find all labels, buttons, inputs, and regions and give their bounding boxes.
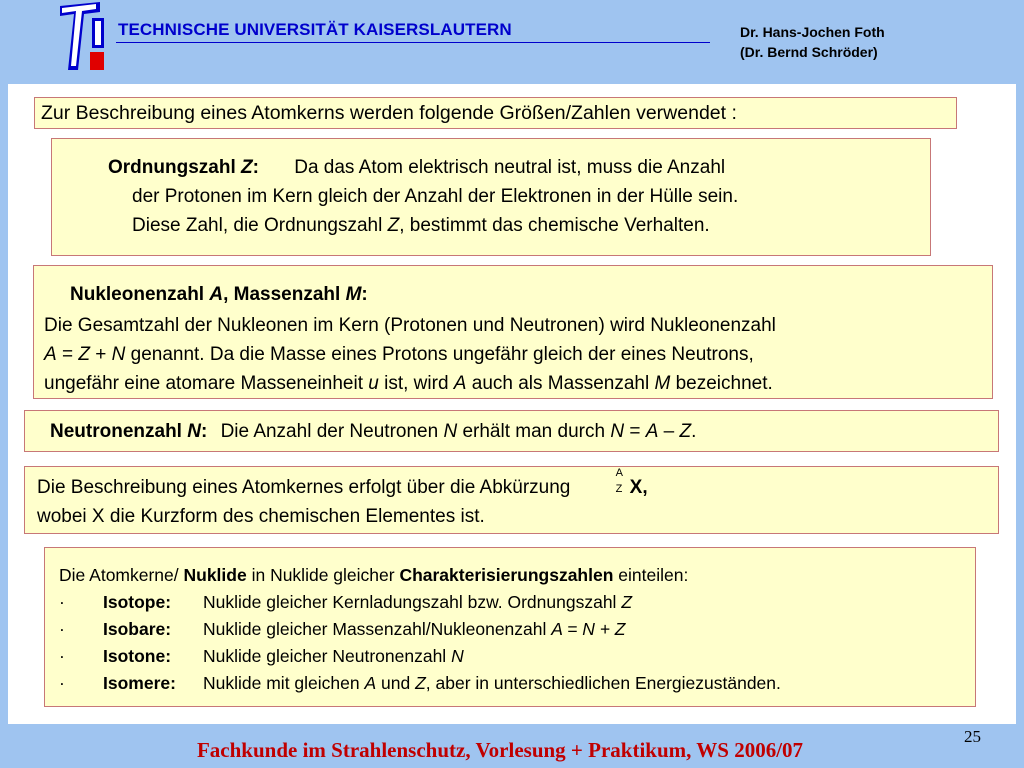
ordnungszahl-symbol: Z [241, 157, 253, 178]
tu-logo-icon [56, 2, 112, 72]
nukleonenzahl-text3b: ist, wird [378, 373, 454, 394]
nuclide-notation [615, 467, 636, 495]
neutronenzahl-colon: : [200, 421, 208, 442]
ordnungszahl-colon: : [252, 157, 259, 178]
co-author-name: (Dr. Bernd Schröder) [740, 44, 878, 60]
eq-plus: + [89, 344, 112, 365]
term-isobare: Isobare: [103, 619, 172, 639]
nuklide-intro-b: Nuklide [183, 565, 247, 585]
ordnungszahl-line1 [108, 153, 725, 182]
definition-isomere-text: Nuklide mit gleichen [203, 673, 365, 693]
nuklide-intro-a: Die Atomkerne/ [59, 565, 184, 585]
nukleonenzahl-symbol-a: A [209, 284, 224, 305]
nukleonenzahl-text2: genannt. Da die Masse eines Protons ungefähr gleich der eines Neutrons, [125, 344, 754, 365]
nuklide-intro-d: Charakterisierungszahlen [399, 565, 614, 585]
symbol-a: A [453, 373, 467, 394]
definition-isomere-symbol-z: Z [415, 673, 426, 693]
eq-equals: = [56, 344, 79, 365]
nuklide-intro [59, 562, 688, 589]
intro-text: Zur Beschreibung eines Atomkerns werden folgende Größen/Zahlen verwendet : [41, 102, 737, 124]
ordnungszahl-text3b: , bestimmt das chemische Verhalten. [399, 215, 710, 236]
nuklide-box [44, 547, 976, 707]
neutronenzahl-line [50, 417, 696, 446]
definition-isomere-symbol-a: A [364, 673, 377, 693]
intro-box [34, 97, 957, 129]
term-isotone: Isotone: [103, 646, 172, 666]
term-isomere: Isomere: [103, 673, 176, 693]
definition-isotone [203, 643, 464, 670]
bullet-icon: · [59, 592, 65, 612]
course-footer: Fachkunde im Strahlenschutz, Vorlesung + Praktikum, WS 2006/07 [196, 738, 804, 762]
symbol-m: M [654, 373, 671, 394]
bullet-icon: · [59, 646, 65, 666]
nukleonenzahl-box [33, 265, 993, 399]
definition-isotope [203, 589, 632, 616]
definition-isobare [203, 616, 626, 643]
nukleonenzahl-symbol-m: M [345, 284, 362, 305]
neutronenzahl-box [24, 410, 999, 452]
definition-isotone-symbol: N [451, 646, 464, 666]
definition-isotone-text: Nuklide gleicher Neutronenzahl [203, 646, 452, 666]
definition-isomere-and: und [376, 673, 416, 693]
eq-z: Z [78, 344, 90, 365]
author-block [740, 22, 885, 62]
neutronenzahl-text-b: erhält man durch [457, 421, 611, 442]
abkuerzung-text2: wobei X die Kurzform des chemischen Elementes ist. [37, 506, 485, 527]
ordnungszahl-text1: Da das Atom elektrisch neutral ist, muss die Anzahl [294, 157, 726, 178]
abkuerzung-text1: Die Beschreibung eines Atomkernes erfolgt über die Abkürzung [37, 477, 571, 498]
ordnungszahl-text3a: Diese Zahl, die Ordnungszahl [132, 215, 388, 236]
list-item [59, 616, 626, 643]
definition-isotope-symbol: Z [621, 592, 633, 612]
abkuerzung-box [24, 466, 999, 534]
nuclide-atomic-number: Z [615, 483, 623, 495]
nukleonenzahl-text1: Die Gesamtzahl der Nukleonen im Kern (Protonen und Neutronen) wird Nukleonenzahl [44, 315, 776, 336]
nukleonenzahl-heading-b: , Massenzahl [223, 284, 346, 305]
definition-isotope-text: Nuklide gleicher Kernladungszahl bzw. Ordnungszahl [203, 592, 622, 612]
nukleonenzahl-heading [70, 280, 368, 309]
nukleonenzahl-text3c: auch als Massenzahl [466, 373, 655, 394]
eq-n2: N [610, 421, 625, 442]
nukleonenzahl-line2 [44, 340, 754, 369]
list-item [59, 643, 464, 670]
ordnungszahl-text3-symbol: Z [387, 215, 400, 236]
university-title: TECHNISCHE UNIVERSITÄT KAISERSLAUTERN [118, 20, 512, 39]
eq-a: A [44, 344, 57, 365]
nuclide-mass-number: A [615, 467, 623, 479]
eq-equals2: = [624, 421, 646, 442]
neutronenzahl-heading: Neutronenzahl [50, 421, 188, 442]
term-isotope: Isotope: [103, 592, 172, 612]
nuklide-intro-c: in Nuklide gleicher [246, 565, 400, 585]
eq-minus: – [658, 421, 680, 442]
nukleonenzahl-text3a: ungefähr eine atomare Masseneinheit [44, 373, 369, 394]
definition-isomere [203, 670, 781, 697]
neutronenzahl-text-a: Die Anzahl der Neutronen [220, 421, 444, 442]
neutronenzahl-symbol: N [187, 421, 201, 442]
ordnungszahl-text2: der Protonen im Kern gleich der Anzahl der Elektronen in der Hülle sein. [132, 186, 739, 207]
nukleonenzahl-text3d: bezeichnet. [670, 373, 773, 394]
neutronenzahl-text-symbol: N [443, 421, 458, 442]
list-item [59, 589, 633, 616]
ordnungszahl-heading: Ordnungszahl [108, 157, 236, 178]
ordnungszahl-box [51, 138, 931, 256]
eq-z2: Z [679, 421, 692, 442]
definition-isobare-symbol: A = N + Z [551, 619, 626, 639]
nukleonenzahl-heading-a: Nukleonenzahl [70, 284, 210, 305]
nuclide-symbol: X, [629, 477, 648, 498]
bullet-icon: · [59, 673, 65, 693]
eq-end: . [691, 421, 697, 442]
list-item [59, 670, 781, 697]
eq-n: N [111, 344, 126, 365]
nukleonenzahl-colon: : [361, 284, 368, 305]
nukleonenzahl-line3 [44, 369, 773, 398]
header-rule [116, 42, 710, 43]
definition-isobare-text: Nuklide gleicher Massenzahl/Nukleonenzahl [203, 619, 552, 639]
symbol-u: u [368, 373, 379, 394]
bullet-icon: · [59, 619, 65, 639]
eq-a2: A [645, 421, 659, 442]
definition-isomere-rest: , aber in unterschiedlichen Energiezuständen. [425, 673, 781, 693]
abkuerzung-line1 [37, 467, 648, 502]
page-number: 25 [964, 727, 981, 746]
nuklide-intro-e: einteilen: [613, 565, 689, 585]
ordnungszahl-line3 [132, 211, 710, 240]
author-name: Dr. Hans-Jochen Foth [740, 24, 885, 40]
